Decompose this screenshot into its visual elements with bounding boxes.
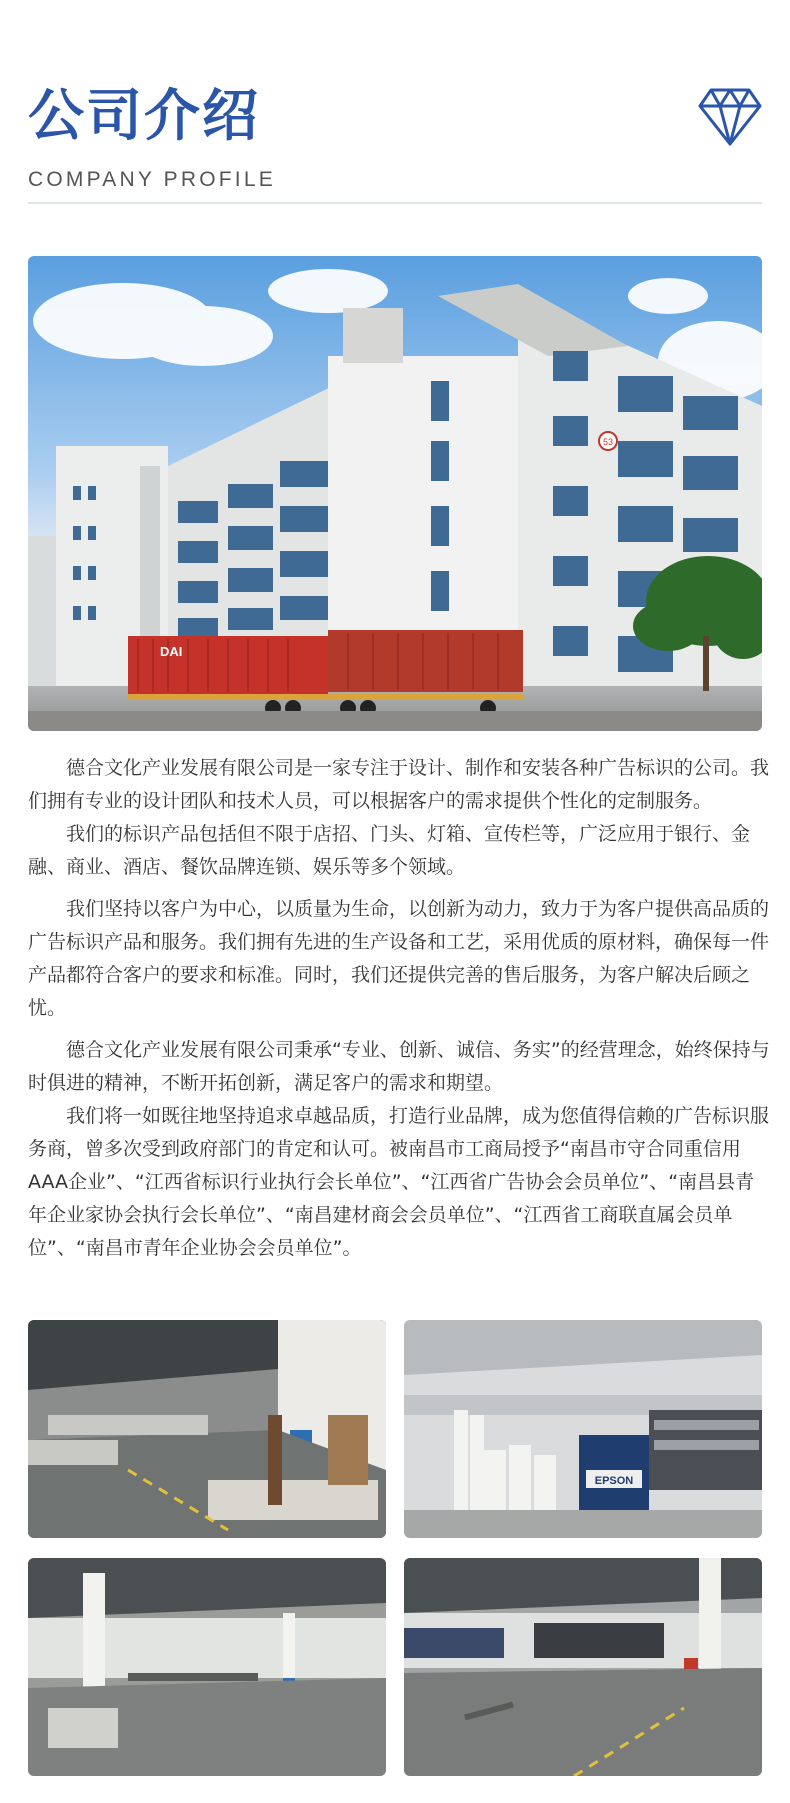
- container-logo: DAI: [160, 644, 183, 659]
- printing-workshop-photo: [404, 1320, 762, 1538]
- section-header: [28, 82, 762, 192]
- paragraph: 德合文化产业发展有限公司秉承“专业、创新、诚信、务实”的经营理念，始终保持与时俱进的精神，不断开拓创新，满足客户的需求和期望。: [28, 1039, 770, 1094]
- factory-floor-photo: [28, 1558, 386, 1776]
- page-title: 公司介绍: [28, 84, 260, 149]
- equipment-area-photo: [404, 1558, 762, 1776]
- paragraph: 我们坚持以客户为中心，以质量为生命，以创新为动力，致力于为客户提供高品质的广告标识产品和服务。我们拥有先进的生产设备和工艺，采用优质的原材料，确保每一件产品都符合客户的要求和标准。同时，我们还提供完善的售后服务，为客户解决后顾之忧。: [28, 898, 770, 1019]
- header-divider: [28, 202, 762, 204]
- printer-brand-label: EPSON: [594, 1475, 634, 1487]
- paragraph: 我们将一如既往地坚持追求卓越品质，打造行业品牌，成为您值得信赖的广告标识服务商，曾多次受到政府部门的肯定和认可。被南昌市工商局授予“南昌市守合同重信用AAA企业”、“江西省标识行业执行会长单位”、“江西省广告协会会员单位”、“南昌县青年企业家协会执行会长单位”、“南昌建材商会会员单位”、“江西省工商联直属会员单位”、“南昌市青年企业协会会员单位”。: [28, 1105, 770, 1259]
- page-subtitle: COMPANY PROFILE: [28, 168, 276, 191]
- factory-building-photo: [28, 256, 762, 731]
- warehouse-photo: [28, 1320, 386, 1538]
- paragraph: 德合文化产业发展有限公司是一家专注于设计、制作和安装各种广告标识的公司。我们拥有专业的设计团队和技术人员，可以根据客户的需求提供个性化的定制服务。: [28, 757, 770, 812]
- company-description: [28, 752, 770, 1274]
- building-number: 53: [602, 437, 614, 447]
- diamond-icon: [698, 86, 762, 148]
- paragraph: 我们的标识产品包括但不限于店招、门头、灯箱、宣传栏等，广泛应用于银行、金融、商业、酒店、餐饮品牌连锁、娱乐等多个领域。: [28, 823, 751, 878]
